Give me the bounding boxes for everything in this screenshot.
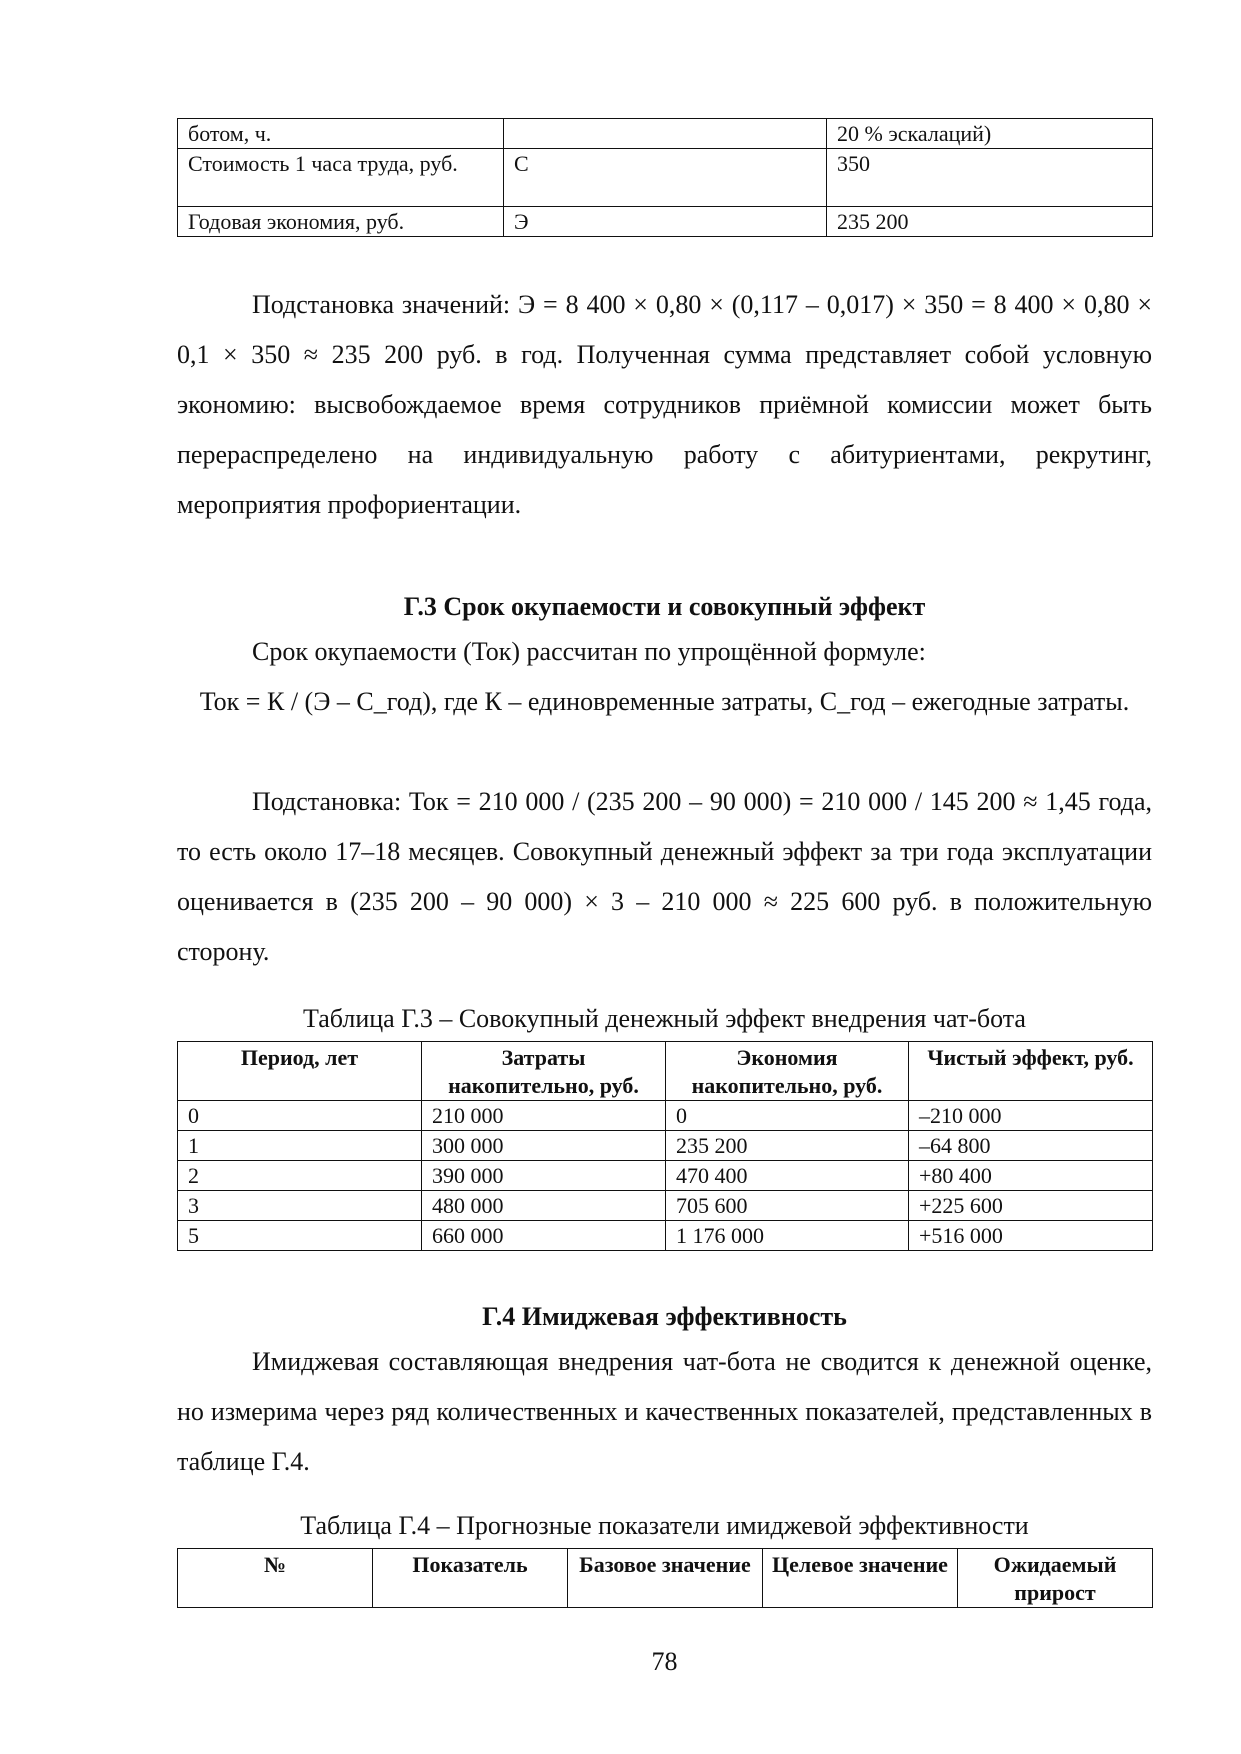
table-cell: +225 600 [909, 1191, 1153, 1221]
table-cell: Э [504, 207, 827, 237]
table-cell: 210 000 [422, 1101, 666, 1131]
table-cell: 350 [827, 149, 1153, 207]
table-row [178, 1221, 1153, 1251]
formula-payback: Ток = К / (Э – С_год), где К – единовременные затраты, С_год – ежегодные затраты. [199, 687, 1130, 716]
table-g3 [177, 1041, 1153, 1251]
table-cell: Годовая экономия, руб. [178, 207, 504, 237]
table-cell: 480 000 [422, 1191, 666, 1221]
table-cell: –210 000 [909, 1101, 1153, 1131]
table-cell: 235 200 [666, 1131, 909, 1161]
table-cell: 3 [178, 1191, 422, 1221]
table-row [178, 1161, 1153, 1191]
column-header: Период, лет [178, 1042, 422, 1101]
table-row [178, 149, 1153, 207]
table-row [178, 1131, 1153, 1161]
section-heading-g4: Г.4 Имиджевая эффективность [482, 1302, 847, 1331]
table-caption-g3: Таблица Г.3 – Совокупный денежный эффект внедрения чат-бота [303, 1004, 1026, 1033]
page-number: 78 [651, 1647, 678, 1676]
table-cell: С [504, 149, 827, 207]
table-header-row [178, 1549, 1153, 1608]
column-header: Базовое значение [568, 1549, 763, 1608]
table-cell: 390 000 [422, 1161, 666, 1191]
column-header: Целевое значение [763, 1549, 958, 1608]
table-cell: 470 400 [666, 1161, 909, 1191]
column-header: Чистый эффект, руб. [909, 1042, 1153, 1101]
table-cell: +80 400 [909, 1161, 1153, 1191]
table-cell: –64 800 [909, 1131, 1153, 1161]
table-g2-continuation [177, 118, 1153, 237]
table-caption-g4: Таблица Г.4 – Прогнозные показатели имиджевой эффективности [300, 1511, 1029, 1540]
table-header-row [178, 1042, 1153, 1101]
table-g4 [177, 1548, 1153, 1608]
table-cell [504, 119, 827, 149]
table-cell: 2 [178, 1161, 422, 1191]
column-header: Затраты накопительно, руб. [422, 1042, 666, 1101]
table-cell: 0 [666, 1101, 909, 1131]
table-cell: 235 200 [827, 207, 1153, 237]
table-row [178, 1191, 1153, 1221]
table-cell: 705 600 [666, 1191, 909, 1221]
table-cell: +516 000 [909, 1221, 1153, 1251]
section-heading-g3: Г.3 Срок окупаемости и совокупный эффект [403, 592, 926, 621]
paragraph-payback-calc: Подстановка: Ток = 210 000 / (235 200 – 90 000) = 210 000 / 145 200 ≈ 1,45 года, то есть около 17–18 месяцев. Совокупный денежный эффект за три года эксплуатации оценивается в (235 200 – 90 000) × 3 – 210 000 ≈ 225 600 руб. в положительную сторону. [177, 787, 1152, 966]
table-row [178, 1101, 1153, 1131]
table-cell: 5 [178, 1221, 422, 1251]
column-header: № [178, 1549, 373, 1608]
table-cell: Стоимость 1 часа труда, руб. [178, 149, 504, 207]
table-cell: 20 % эскалаций) [827, 119, 1153, 149]
table-cell: 0 [178, 1101, 422, 1131]
paragraph-substitution: Подстановка значений: Э = 8 400 × 0,80 × (0,117 – 0,017) × 350 = 8 400 × 0,80 × 0,1 × 350 ≈ 235 200 руб. в год. Полученная сумма представляет собой условную экономию: высвобождаемое время сотрудников приёмной комиссии может быть перераспределено на индивидуальную работу с абитуриентами, рекрутинг, мероприятия профориентации. [177, 290, 1152, 519]
table-cell: 300 000 [422, 1131, 666, 1161]
column-header: Показатель [373, 1549, 568, 1608]
paragraph-payback-intro: Срок окупаемости (Ток) рассчитан по упрощённой формуле: [252, 637, 926, 666]
table-cell: 660 000 [422, 1221, 666, 1251]
column-header: Экономия накопительно, руб. [666, 1042, 909, 1101]
paragraph-image-effect: Имиджевая составляющая внедрения чат-бота не сводится к денежной оценке, но измерима через ряд количественных и качественных показателей, представленных в таблице Г.4. [177, 1347, 1152, 1476]
table-row [178, 119, 1153, 149]
column-header: Ожидаемый прирост [958, 1549, 1153, 1608]
table-cell: 1 176 000 [666, 1221, 909, 1251]
table-cell: 1 [178, 1131, 422, 1161]
table-row [178, 207, 1153, 237]
table-cell: ботом, ч. [178, 119, 504, 149]
